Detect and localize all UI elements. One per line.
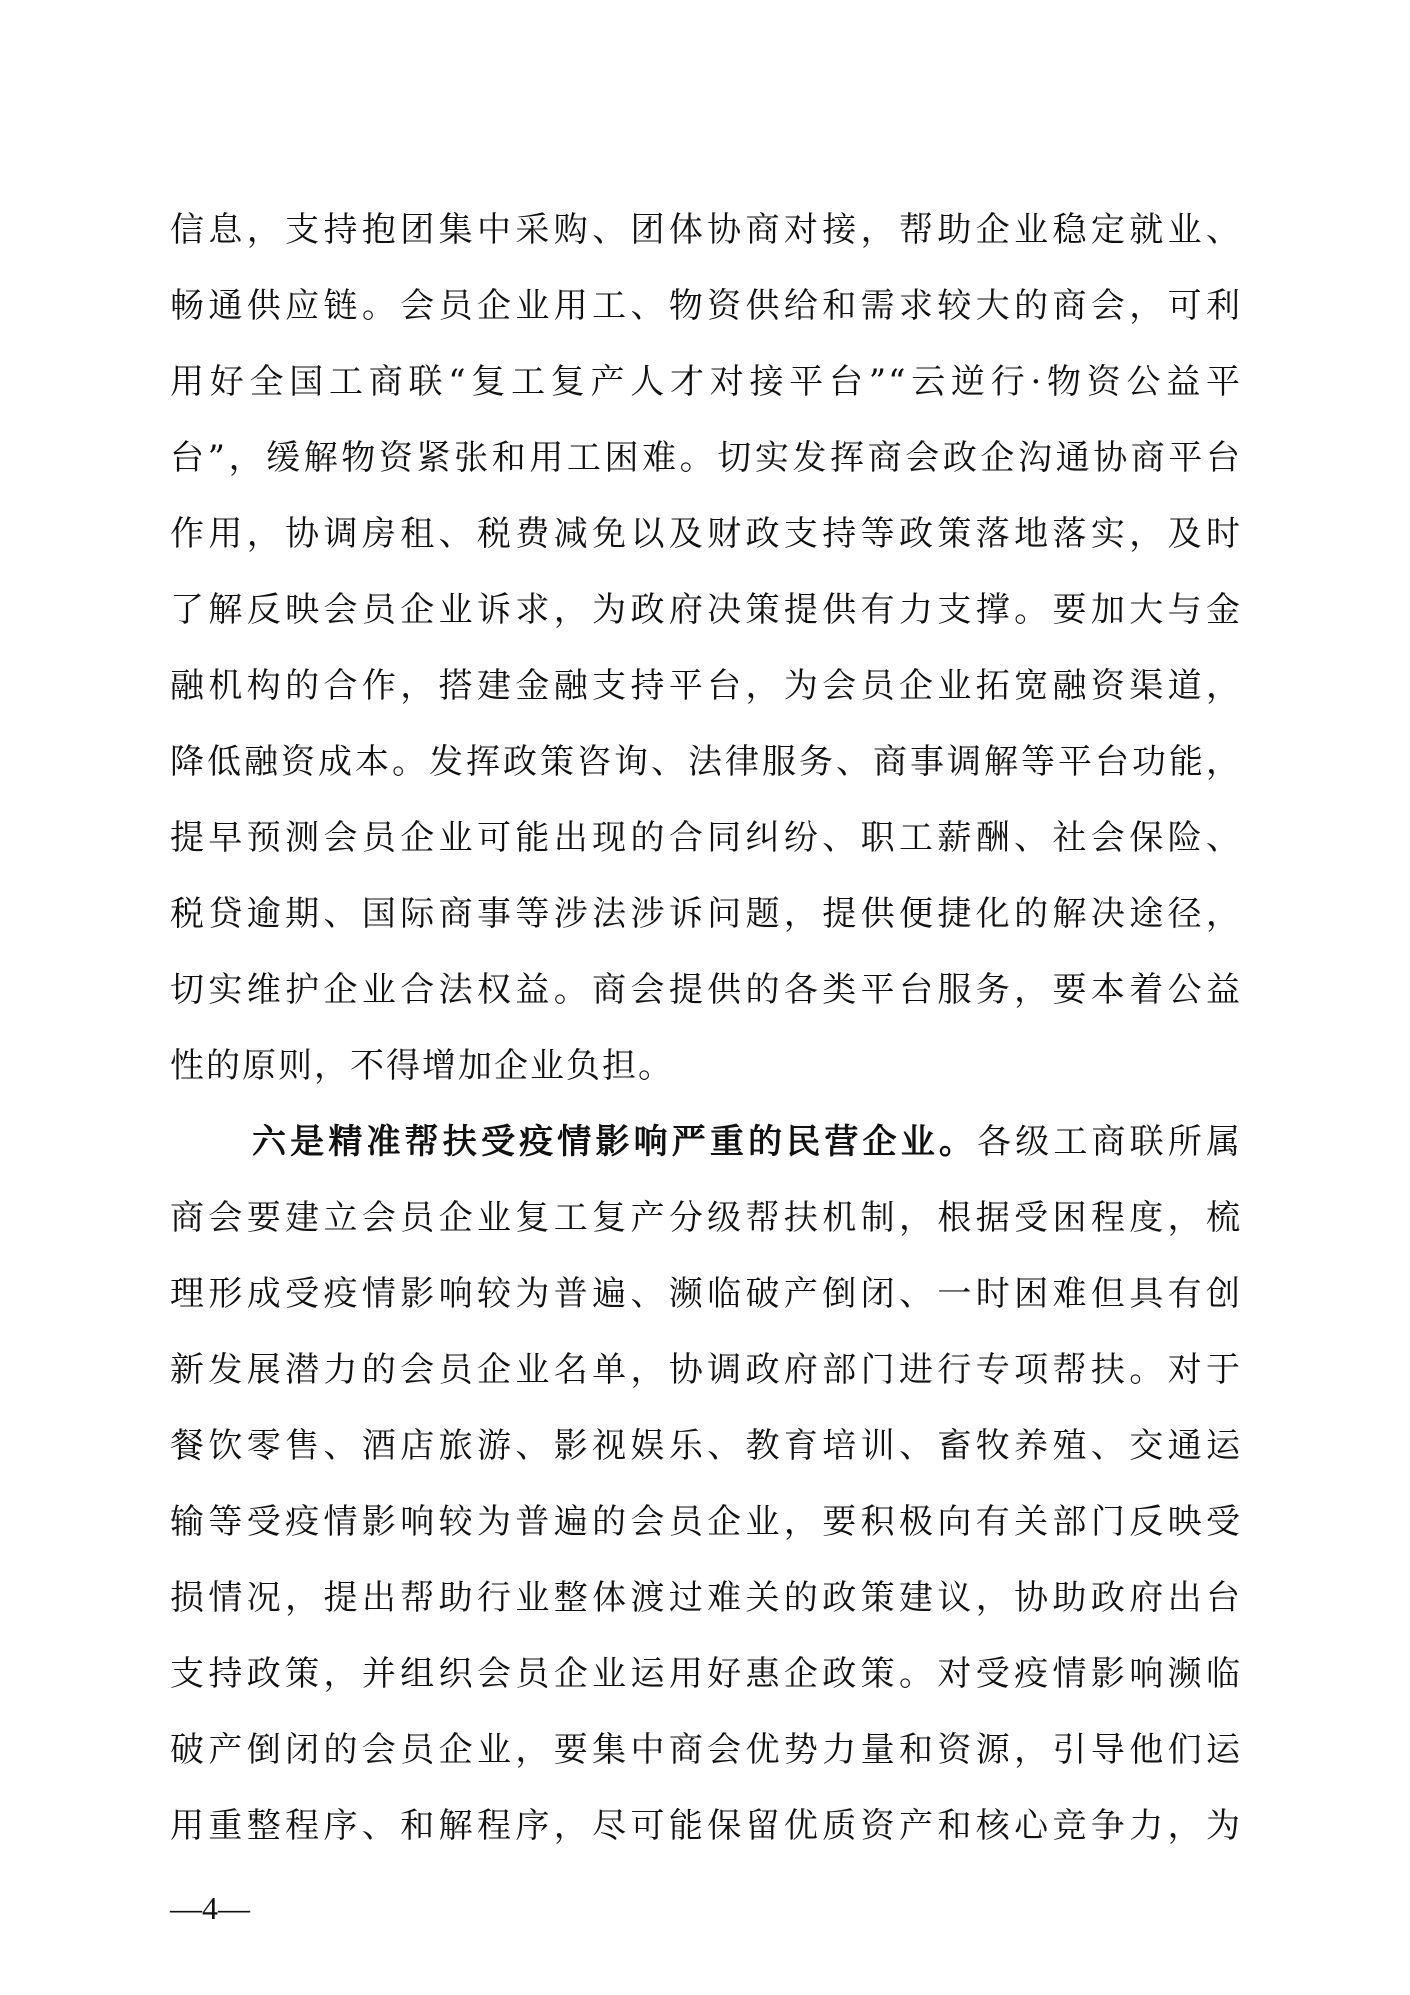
paragraph-line: 用重整程序、和解程序，尽可能保留优质资产和核心竞争力，为 [170,1806,1242,1846]
section-heading: 六是精准帮扶受疫情影响严重的民营企业。 [252,1122,978,1162]
paragraph-line: 损情况，提出帮助行业整体渡过难关的政策建议，协助政府出台 [170,1578,1242,1618]
paragraph-line: 破产倒闭的会员企业，要集中商会优势力量和资源，引导他们运 [170,1730,1242,1770]
paragraph-line: 理形成受疫情影响较为普遍、濒临破产倒闭、一时困难但具有创 [170,1274,1242,1314]
paragraph-line: 商会要建立会员企业复工复产分级帮扶机制，根据受困程度，梳 [170,1198,1242,1238]
paragraph-line: 新发展潜力的会员企业名单，协调政府部门进行专项帮扶。对于 [170,1350,1242,1390]
paragraph-line: 提早预测会员企业可能出现的合同纠纷、职工薪酬、社会保险、 [170,818,1242,858]
paragraph-line-rest: 各级工商联所属 [977,1122,1243,1162]
paragraph-line: 切实维护企业合法权益。商会提供的各类平台服务，要本着公益 [170,970,1242,1010]
paragraph-line: 降低融资成本。发挥政策咨询、法律服务、商事调解等平台功能， [170,742,1242,782]
paragraph-first-line [252,1112,1242,1172]
paragraph-line: 用好全国工商联“复工复产人才对接平台”“云逆行·物资公益平 [170,362,1242,402]
paragraph-line: 支持政策，并组织会员企业运用好惠企政策。对受疫情影响濒临 [170,1654,1242,1694]
paragraph-line: 输等受疫情影响较为普遍的会员企业，要积极向有关部门反映受 [170,1502,1242,1542]
paragraph-line: 作用，协调房租、税费减免以及财政支持等政策落地落实，及时 [170,514,1242,554]
paragraph-line: 融机构的合作，搭建金融支持平台，为会员企业拓宽融资渠道， [170,666,1242,706]
page-number: —4— [170,1890,250,1926]
paragraph-line: 了解反映会员企业诉求，为政府决策提供有力支撑。要加大与金 [170,590,1242,630]
paragraph-line: 畅通供应链。会员企业用工、物资供给和需求较大的商会，可利 [170,286,1242,326]
paragraph-line: 餐饮零售、酒店旅游、影视娱乐、教育培训、畜牧养殖、交通运 [170,1426,1242,1466]
paragraph-line: 信息，支持抱团集中采购、团体协商对接，帮助企业稳定就业、 [170,210,1242,250]
paragraph-line: 性的原则，不得增加企业负担。 [170,1046,674,1086]
paragraph-line: 税贷逾期、国际商事等涉法涉诉问题，提供便捷化的解决途径， [170,894,1242,934]
paragraph-line: 台”，缓解物资紧张和用工困难。切实发挥商会政企沟通协商平台 [170,438,1242,478]
